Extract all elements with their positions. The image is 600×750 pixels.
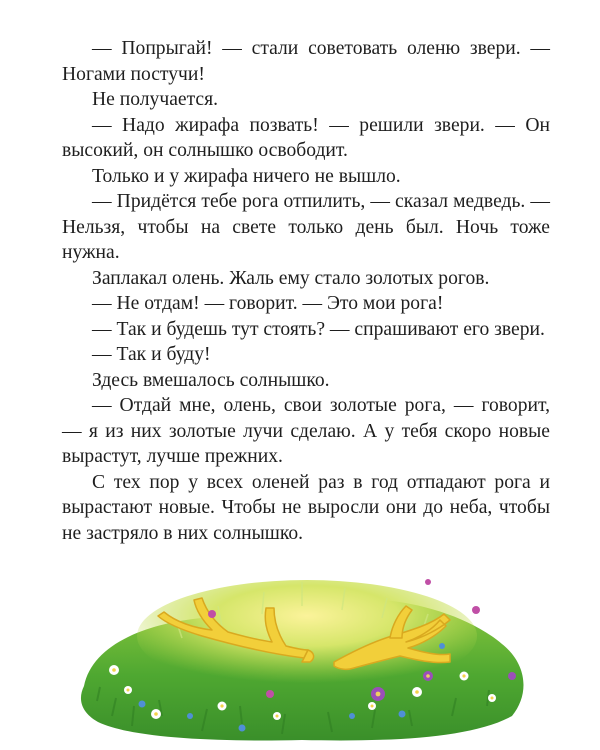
paragraph: — Так и будешь тут стоять? — спрашивают его звери. [92, 318, 545, 340]
paragraph: — Придётся тебе рога отпилить, — сказал медведь. — Нельзя, чтобы на свете только день был. Ночь тоже нужна. [62, 191, 550, 263]
paragraph: — Попрыгай! — стали советовать оленю звери. — Ногами постучи! [62, 38, 550, 85]
paragraph: Не получается. [92, 89, 219, 110]
paragraph: — Отдай мне, олень, свои золотые рога, — говорит, — я из них золотые лучи сделаю. А у тебя скоро новые вырастут, лучше прежних. [62, 395, 550, 467]
paragraph: Здесь вмешалось солнышко. [92, 369, 330, 391]
antlers-in-grass-illustration [72, 566, 532, 744]
paragraph: — Надо жирафа позвать! — решили звери. — Он высокий, он солнышко освободит. [62, 114, 550, 161]
paragraph: С тех пор у всех оленей раз в год отпадают рога и вырастают новые. Чтобы не выросли они до неба, чтобы не застряло в них солнышко. [62, 471, 550, 544]
paragraph: Заплакал олень. Жаль ему стало золотых рогов. [92, 267, 490, 289]
paragraph: Только и у жирафа ничего не вышло. [92, 165, 401, 187]
story-text [62, 36, 550, 546]
paragraph: — Не отдам! — говорит. — Это мои рога! [92, 293, 444, 314]
paragraph: — Так и буду! [92, 344, 211, 365]
